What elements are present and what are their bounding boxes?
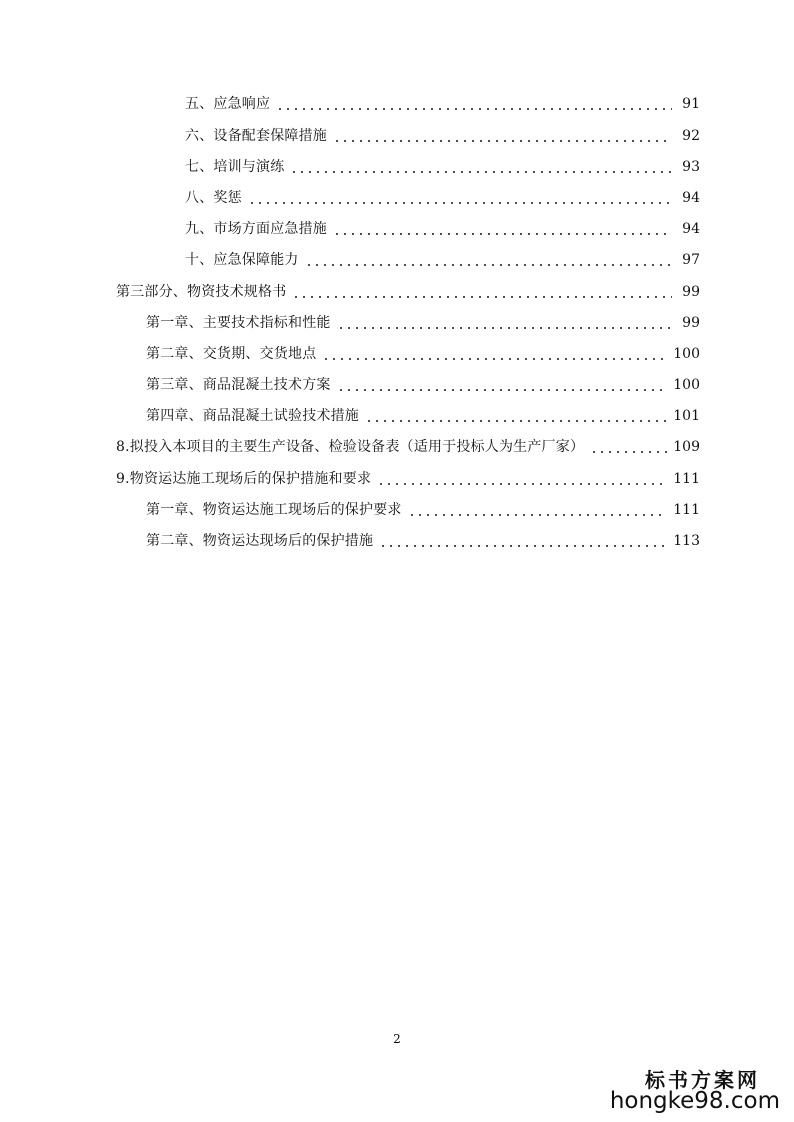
dot-leader (365, 420, 667, 422)
toc-entry-title: 第四章、商品混凝土试验技术措施 (146, 408, 359, 424)
dot-leader (337, 389, 668, 391)
toc-entry-page: 94 (682, 221, 700, 237)
toc-entry-page: 92 (682, 128, 700, 144)
toc-entry-title: 十、应急保障能力 (185, 252, 299, 268)
toc-entry (185, 217, 700, 241)
toc-entry (146, 498, 700, 522)
toc-entry-page: 111 (673, 502, 700, 518)
dot-leader (322, 358, 667, 360)
toc-entry (185, 155, 700, 179)
watermark-site-name: 标书方案网 (645, 1068, 760, 1092)
toc-entry-title: 七、培训与演练 (185, 159, 285, 175)
toc-entry-page: 100 (673, 377, 700, 393)
toc-entry-page: 101 (673, 408, 700, 424)
watermark-url: hongke98.com (609, 1088, 780, 1114)
table-of-contents (0, 0, 794, 560)
dot-leader (248, 202, 672, 204)
toc-entry-title: 8.拟投入本项目的主要生产设备、检验设备表（适用于投标人为生产厂家） (116, 439, 585, 455)
toc-entry (116, 435, 700, 459)
toc-entry-title: 五、应急响应 (185, 96, 271, 112)
toc-entry (146, 529, 700, 553)
dot-leader (292, 296, 672, 298)
dot-leader (590, 451, 667, 453)
toc-entry-page: 109 (673, 439, 700, 455)
toc-entry-page: 113 (673, 533, 700, 549)
toc-entry-title: 第一章、主要技术指标和性能 (146, 315, 331, 331)
dot-leader (305, 264, 672, 266)
dot-leader (333, 233, 672, 235)
toc-entry-page: 94 (682, 190, 700, 206)
page-number: 2 (393, 1032, 401, 1046)
toc-entry-page: 91 (682, 96, 700, 112)
toc-entry (185, 248, 700, 272)
toc-entry-page: 97 (682, 252, 700, 268)
toc-entry-title: 第二章、物资运达现场后的保护措施 (146, 533, 374, 549)
dot-leader (333, 140, 672, 142)
toc-entry (146, 404, 700, 428)
toc-entry (146, 342, 700, 366)
toc-entry-title: 六、设备配套保障措施 (185, 128, 327, 144)
dot-leader (290, 171, 672, 173)
toc-entry (146, 373, 700, 397)
dot-leader (276, 108, 672, 110)
dot-leader (377, 483, 667, 485)
toc-entry (116, 280, 700, 304)
dot-leader (408, 514, 668, 516)
toc-entry (146, 311, 700, 335)
toc-entry (185, 186, 700, 210)
toc-entry (185, 92, 700, 116)
toc-entry-title: 九、市场方面应急措施 (185, 221, 327, 237)
dot-leader (337, 327, 672, 329)
dot-leader (379, 545, 667, 547)
toc-entry-page: 111 (673, 471, 700, 487)
toc-entry-title: 第三部分、物资技术规格书 (116, 284, 287, 300)
toc-entry-title: 第二章、交货期、交货地点 (146, 346, 317, 362)
toc-entry-title: 八、奖惩 (185, 190, 242, 206)
toc-entry (185, 124, 700, 148)
toc-entry-title: 9.物资运达施工现场后的保护措施和要求 (116, 471, 372, 487)
toc-entry-page: 99 (682, 284, 700, 300)
toc-entry-page: 99 (682, 315, 700, 331)
toc-entry-page: 100 (673, 346, 700, 362)
toc-entry-page: 93 (682, 159, 700, 175)
toc-entry (116, 467, 700, 491)
toc-entry-title: 第一章、物资运达施工现场后的保护要求 (146, 502, 402, 518)
toc-entry-title: 第三章、商品混凝土技术方案 (146, 377, 331, 393)
